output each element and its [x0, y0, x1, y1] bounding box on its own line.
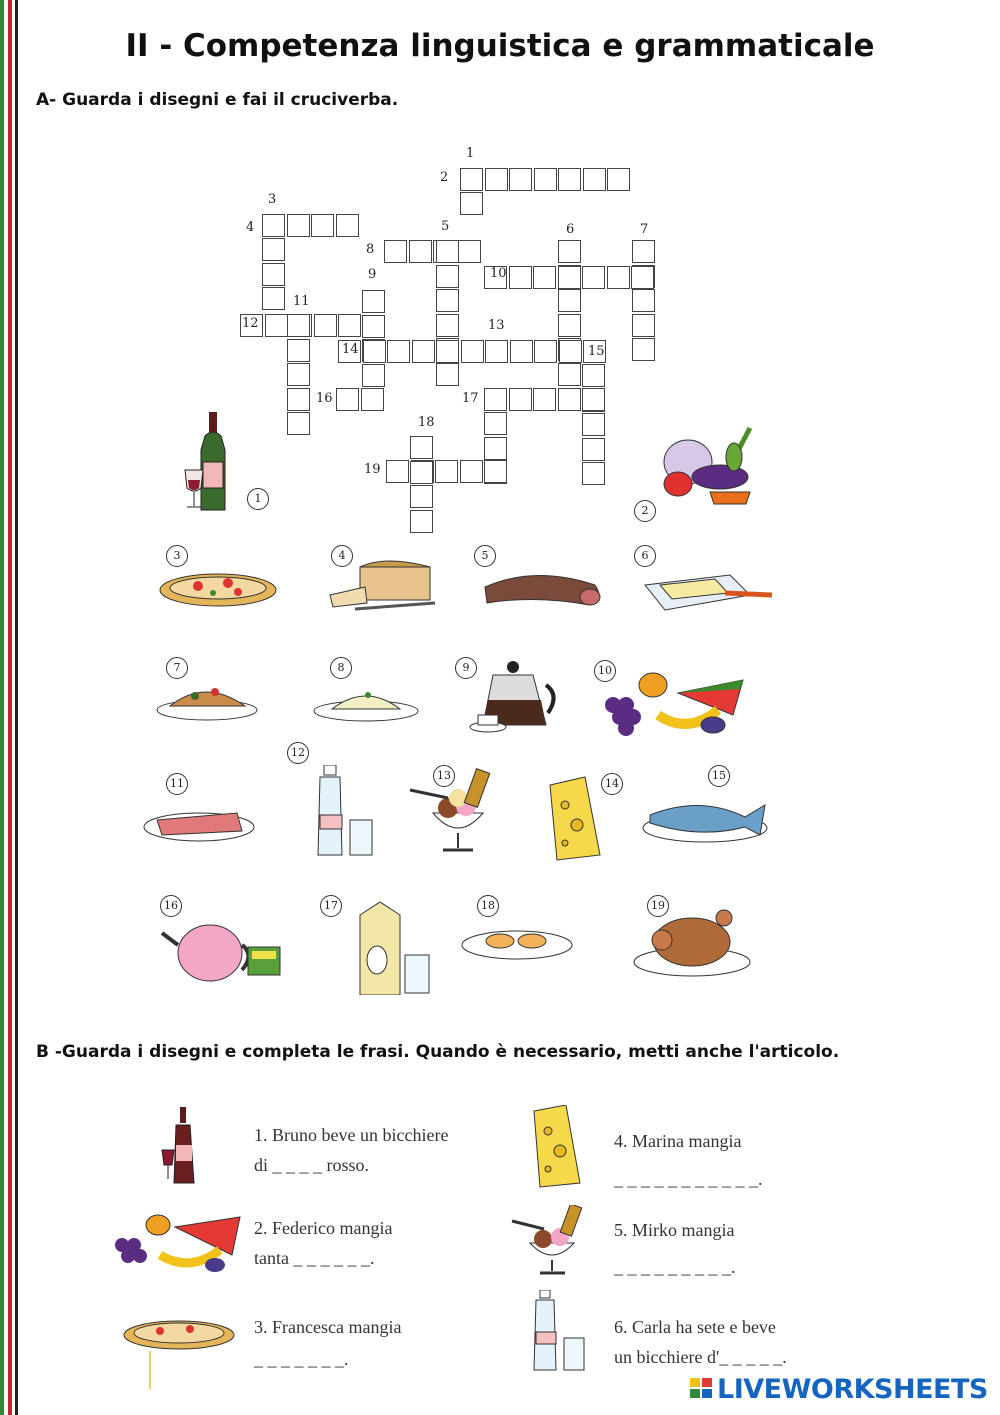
- crossword-number-4: 4: [246, 220, 255, 235]
- pasta-icon: [155, 678, 260, 723]
- crossword-cell[interactable]: [409, 240, 432, 263]
- crossword-cell[interactable]: [287, 214, 310, 237]
- picture-badge-5: 5: [474, 545, 496, 567]
- rice-icon: [312, 683, 420, 723]
- crossword-cell[interactable]: [410, 485, 433, 508]
- crossword-cell[interactable]: [632, 338, 655, 361]
- picture-badge-9: 9: [455, 657, 477, 679]
- crossword-cell[interactable]: [558, 388, 581, 411]
- logo-text: LIVEWORKSHEETS: [717, 1374, 988, 1405]
- tea-icon: [160, 915, 285, 985]
- crossword-cell[interactable]: [460, 168, 483, 191]
- crossword-cell[interactable]: [484, 388, 507, 411]
- picture-badge-8: 8: [330, 657, 352, 679]
- crossword-number-5: 5: [441, 219, 450, 234]
- crossword-number-7: 7: [640, 222, 649, 237]
- sentence-5-line-1: 5. Mirko mangia: [614, 1220, 735, 1240]
- crossword-cell[interactable]: [436, 314, 459, 337]
- salami-icon: [475, 565, 615, 610]
- fish-icon: [640, 795, 770, 845]
- crossword-cell[interactable]: [362, 290, 385, 313]
- picture-badge-11: 11: [166, 773, 188, 795]
- crossword-cell[interactable]: [314, 314, 337, 337]
- crossword-cell[interactable]: [631, 266, 654, 289]
- wine-bottle-icon: [183, 410, 243, 515]
- crossword-number-9: 9: [368, 267, 377, 282]
- meat-icon: [142, 795, 257, 845]
- crossword-grid: [0, 0, 1000, 560]
- crossword-number-12: 12: [242, 316, 259, 331]
- sentence-3-line-1: 3. Francesca mangia: [254, 1317, 402, 1337]
- crossword-cell[interactable]: [336, 214, 359, 237]
- crossword-cell[interactable]: [534, 340, 557, 363]
- logo-icon: [690, 1376, 714, 1398]
- page-title: II - Competenza linguistica e grammaticale: [125, 28, 875, 64]
- crossword-cell[interactable]: [582, 388, 605, 411]
- picture-badge-7: 7: [166, 657, 188, 679]
- sentence-6-line-1: 6. Carla ha sete e beve: [614, 1317, 776, 1337]
- crossword-cell[interactable]: [583, 168, 606, 191]
- ice-cream-icon: [510, 1205, 595, 1280]
- crossword-cell[interactable]: [436, 265, 459, 288]
- crossword-cell[interactable]: [485, 340, 508, 363]
- wine-bottle-icon: [160, 1105, 205, 1185]
- crossword-number-2: 2: [440, 170, 449, 185]
- crossword-cell[interactable]: [386, 460, 409, 483]
- fruit-icon: [598, 655, 748, 740]
- crossword-cell[interactable]: [336, 388, 359, 411]
- crossword-cell[interactable]: [362, 364, 385, 387]
- crossword-cell[interactable]: [361, 388, 384, 411]
- eggs-icon: [460, 925, 575, 965]
- water-bottle-icon: [530, 1290, 590, 1375]
- crossword-cell[interactable]: [632, 289, 655, 312]
- crossword-cell[interactable]: [338, 314, 361, 337]
- crossword-cell[interactable]: [509, 266, 532, 289]
- crossword-cell[interactable]: [262, 287, 285, 310]
- crossword-cell[interactable]: [558, 363, 581, 386]
- crossword-cell[interactable]: [436, 340, 459, 363]
- picture-badge-10: 10: [594, 660, 616, 682]
- crossword-cell[interactable]: [509, 168, 532, 191]
- sentence-1-line-2[interactable]: di _ _ _ _ rosso.: [254, 1155, 370, 1175]
- coffee-icon: [468, 655, 563, 735]
- crossword-number-11: 11: [293, 294, 310, 309]
- crossword-cell[interactable]: [436, 289, 459, 312]
- vegetables-icon: [650, 422, 755, 510]
- sentence-4-line-2[interactable]: _ _ _ _ _ _ _ _ _ _ _.: [614, 1169, 763, 1189]
- picture-badge-6: 6: [634, 545, 656, 567]
- crossword-cell[interactable]: [287, 314, 310, 337]
- crossword-cell[interactable]: [558, 168, 581, 191]
- crossword-cell[interactable]: [460, 460, 483, 483]
- crossword-cell[interactable]: [458, 240, 481, 263]
- crossword-cell[interactable]: [460, 192, 483, 215]
- crossword-cell[interactable]: [632, 240, 655, 263]
- crossword-number-17: 17: [462, 391, 479, 406]
- crossword-cell[interactable]: [582, 413, 605, 436]
- crossword-cell[interactable]: [582, 438, 605, 461]
- crossword-number-3: 3: [268, 192, 277, 207]
- liveworksheets-logo: [690, 1374, 988, 1405]
- crossword-cell[interactable]: [363, 340, 386, 363]
- crossword-cell[interactable]: [558, 266, 581, 289]
- roast-chicken-icon: [632, 900, 752, 980]
- fruit-icon: [110, 1205, 245, 1275]
- crossword-cell[interactable]: [533, 266, 556, 289]
- sentence-3-line-2[interactable]: _ _ _ _ _ _ _.: [254, 1349, 349, 1369]
- crossword-cell[interactable]: [435, 460, 458, 483]
- crossword-cell[interactable]: [410, 510, 433, 533]
- crossword-cell[interactable]: [534, 168, 557, 191]
- sentence-1-line-1: 1. Bruno beve un bicchiere: [254, 1125, 449, 1145]
- bread-icon: [325, 555, 440, 615]
- crossword-cell[interactable]: [558, 314, 581, 337]
- butter-icon: [640, 565, 775, 615]
- picture-badge-15: 15: [708, 765, 730, 787]
- crossword-cell[interactable]: [287, 388, 310, 411]
- section-b-instruction: B -Guarda i disegni e completa le frasi. Quando è necessario, metti anche l'articolo.: [36, 1042, 840, 1062]
- picture-badge-14: 14: [601, 773, 623, 795]
- picture-badge-12: 12: [287, 742, 309, 764]
- cheese-icon: [545, 775, 605, 865]
- picture-badge-17: 17: [320, 895, 342, 917]
- crossword-number-13: 13: [488, 318, 505, 333]
- picture-badge-4: 4: [331, 545, 353, 567]
- water-bottle-icon: [310, 765, 380, 860]
- crossword-cell[interactable]: [410, 461, 433, 484]
- crossword-number-18: 18: [418, 415, 435, 430]
- picture-badge-18: 18: [477, 895, 499, 917]
- crossword-cell[interactable]: [509, 388, 532, 411]
- picture-badge-19: 19: [647, 895, 669, 917]
- crossword-cell[interactable]: [607, 266, 630, 289]
- cheese-icon: [530, 1105, 585, 1190]
- crossword-cell[interactable]: [484, 412, 507, 435]
- crossword-cell[interactable]: [632, 314, 655, 337]
- crossword-cell[interactable]: [559, 340, 582, 363]
- crossword-cell[interactable]: [384, 240, 407, 263]
- crossword-number-16: 16: [316, 391, 333, 406]
- crossword-number-8: 8: [366, 242, 375, 257]
- crossword-cell[interactable]: [533, 388, 556, 411]
- crossword-cell[interactable]: [412, 340, 435, 363]
- crossword-cell[interactable]: [387, 340, 410, 363]
- crossword-cell[interactable]: [436, 363, 459, 386]
- crossword-cell[interactable]: [410, 436, 433, 459]
- picture-badge-3: 3: [166, 545, 188, 567]
- crossword-cell[interactable]: [558, 289, 581, 312]
- crossword-cell[interactable]: [558, 240, 581, 263]
- crossword-number-19: 19: [364, 462, 381, 477]
- crossword-cell[interactable]: [287, 363, 310, 386]
- sentence-5-line-2[interactable]: _ _ _ _ _ _ _ _ _.: [614, 1257, 736, 1277]
- crossword-cell[interactable]: [484, 437, 507, 460]
- sentence-4-line-1: 4. Marina mangia: [614, 1131, 742, 1151]
- picture-badge-13: 13: [433, 765, 455, 787]
- crossword-number-15: 15: [588, 344, 605, 359]
- pizza-icon: [158, 568, 278, 608]
- sentence-6-line-2[interactable]: un bicchiere d'_ _ _ _ _.: [614, 1347, 787, 1367]
- picture-badge-16: 16: [160, 895, 182, 917]
- crossword-cell[interactable]: [461, 340, 484, 363]
- sentence-2-line-1: 2. Federico mangia: [254, 1218, 393, 1238]
- crossword-cell[interactable]: [287, 339, 310, 362]
- section-a-instruction: A- Guarda i disegni e fai il cruciverba.: [36, 90, 399, 110]
- crossword-number-6: 6: [566, 222, 575, 237]
- crossword-cell[interactable]: [287, 412, 310, 435]
- picture-badge-1: 1: [247, 488, 269, 510]
- crossword-cell[interactable]: [262, 263, 285, 286]
- crossword-cell[interactable]: [262, 214, 285, 237]
- pizza-icon: [122, 1313, 237, 1393]
- ice-cream-icon: [408, 768, 503, 858]
- crossword-cell[interactable]: [436, 240, 459, 263]
- crossword-cell[interactable]: [582, 364, 605, 387]
- crossword-cell[interactable]: [362, 315, 385, 338]
- crossword-cell[interactable]: [582, 462, 605, 485]
- crossword-cell[interactable]: [262, 238, 285, 261]
- crossword-cell[interactable]: [510, 340, 533, 363]
- crossword-number-14: 14: [342, 342, 359, 357]
- crossword-cell[interactable]: [265, 314, 288, 337]
- crossword-cell[interactable]: [485, 168, 508, 191]
- crossword-cell[interactable]: [311, 214, 334, 237]
- crossword-cell[interactable]: [607, 168, 630, 191]
- crossword-cell[interactable]: [582, 266, 605, 289]
- sentence-2-line-2[interactable]: tanta _ _ _ _ _ _.: [254, 1248, 375, 1268]
- milk-icon: [355, 900, 435, 995]
- crossword-cell[interactable]: [484, 460, 507, 483]
- crossword-number-10: 10: [490, 266, 507, 281]
- crossword-number-1: 1: [466, 146, 475, 161]
- picture-badge-2: 2: [634, 500, 656, 522]
